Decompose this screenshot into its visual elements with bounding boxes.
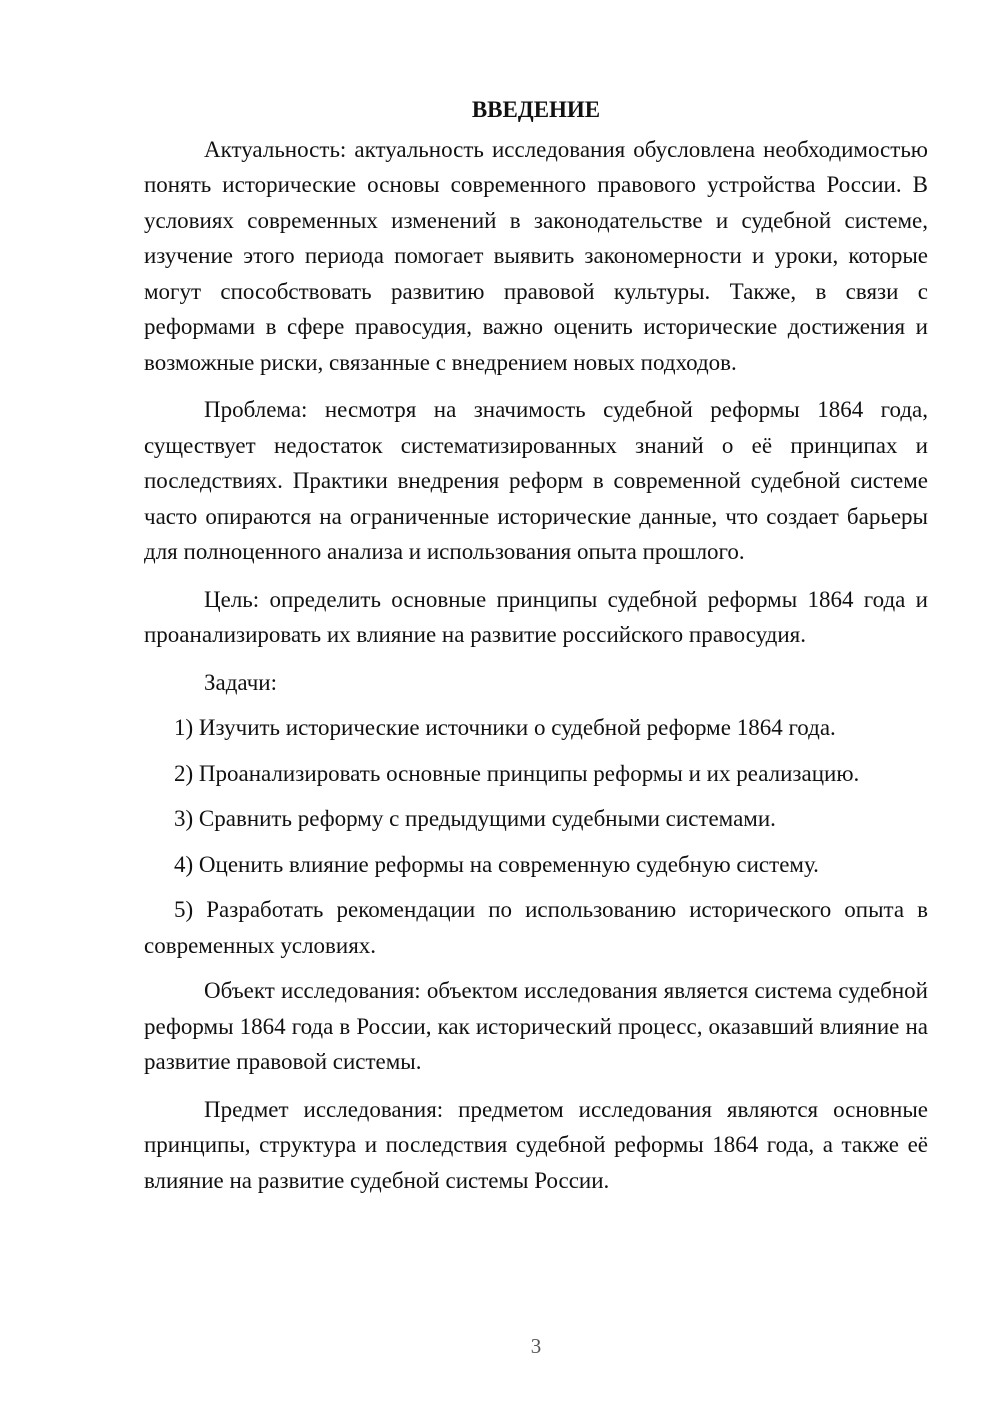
section-title: ВВЕДЕНИЕ [471,97,601,122]
task-item: 3) Сравнить реформу с предыдущими судебными системами. [174,806,776,831]
task-item: 1) Изучить исторические источники о судебной реформе 1864 года. [174,715,836,740]
task-item: 5) Разработать рекомендации по использованию исторического опыта в современных условиях. [144,897,928,958]
task-item: 4) Оценить влияние реформы на современную судебную систему. [174,851,819,877]
goal-paragraph: Цель: определить основные принципы судебной реформы 1864 года и проанализировать их влияние на развитие российского правосудия. [144,586,928,647]
relevance-paragraph: Актуальность: актуальность исследования обусловлена необходимостью понять исторические основы современного правового устройства России. В условиях современных изменений в законодательстве и судебной системе, изучение этого периода помогает выявить закономерности и уроки, которые могут способствовать развитию правовой культуры. Также, в связи с реформами в сфере правосудия, важно оценить исторические достижения и возможные риски, связанные с внедрением новых подходов. [144,136,928,375]
subject-paragraph: Предмет исследования: предметом исследования являются основные принципы, структура и последствия судебной реформы 1864 года, а также её влияние на развитие судебной системы России. [144,1096,928,1193]
tasks-heading: Задачи: [204,669,277,695]
task-item: 2) Проанализировать основные принципы реформы и их реализацию. [174,760,860,786]
page-number: 3 [530,1334,542,1358]
object-paragraph: Объект исследования: объектом исследования является система судебной реформы 1864 года в России, как исторический процесс, оказавший влияние на развитие правовой системы. [144,978,928,1074]
tasks-list [144,710,928,963]
page-content [144,92,928,1210]
problem-paragraph: Проблема: несмотря на значимость судебной реформы 1864 года, существует недостаток систематизированных знаний о её принципах и последствиях. Практики внедрения реформ в современной судебной системе часто опираются на ограниченные исторические данные, что создает барьеры для полноценного анализа и использования опыта прошлого. [144,397,928,564]
